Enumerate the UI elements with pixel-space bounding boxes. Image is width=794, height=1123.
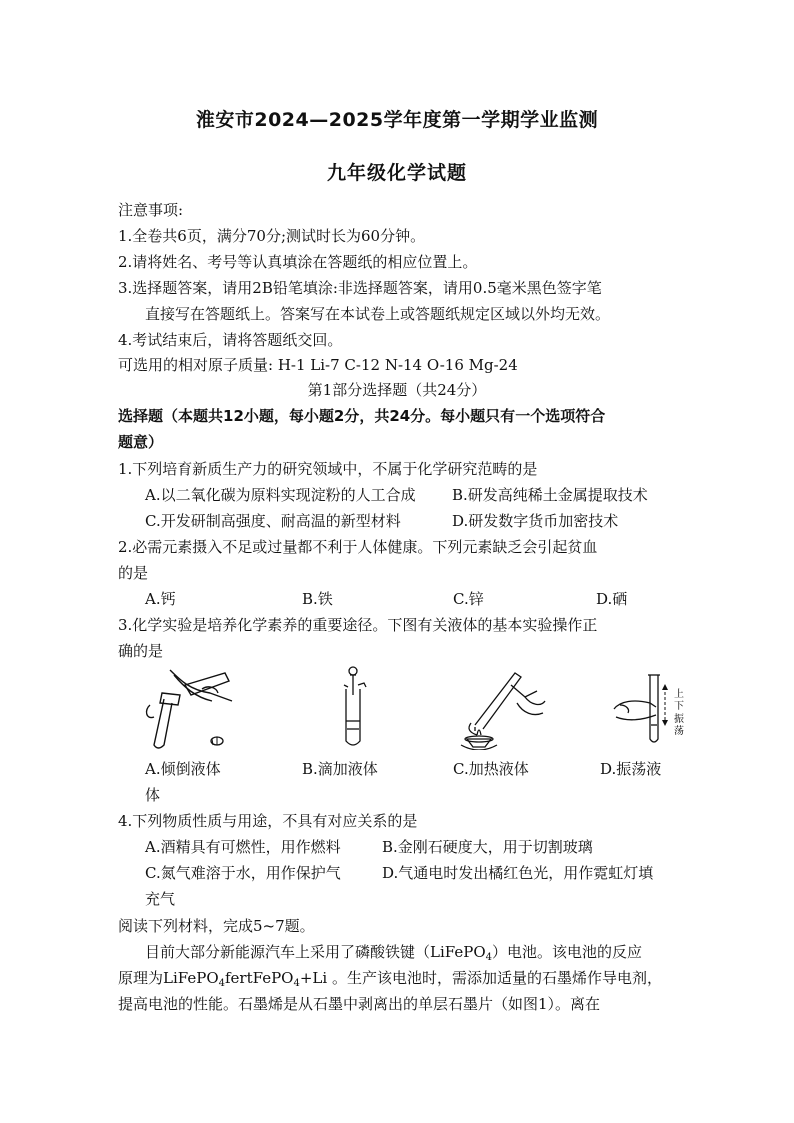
part1-instruction: 选择题（本题共12小题，每小题2分，共24分。每小题只有一个选项符合 (118, 407, 606, 425)
question-4-option-b: B.金刚石硬度大，用于切割玻璃 (382, 838, 593, 856)
note-item: 直接写在答题纸上。答案写在本试卷上或答题纸规定区域以外均无效。 (145, 305, 611, 323)
question-2-stem: 的是 (118, 564, 149, 582)
shaking-liquid-figure (610, 665, 690, 750)
stopper-icon (211, 737, 223, 745)
question-1-option-c: C.开发研制高强度、耐高温的新型材料 (145, 512, 401, 530)
pouring-liquid-figure (140, 665, 240, 750)
question-4-option-c: C.氮气难溶于水，用作保护气 (145, 864, 341, 882)
shake-label-up: 上 (674, 689, 684, 700)
reading-paragraph-line: 原理为LiFePO$_4$fertFePO$_4$+Li 。生产该电池时，需添加适量的石墨烯作导电剂， (118, 969, 662, 989)
question-2-option-d: D.硒 (596, 590, 628, 608)
note-item: 3.选择题答案，请用2B铅笔填涂:非选择题答案，请用0.5毫米黑色签字笔 (118, 279, 602, 297)
question-4-option-a: A.酒精具有可燃性，用作燃料 (145, 838, 341, 856)
shake-label-swing: 荡 (674, 726, 684, 737)
up-down-arrow-icon (662, 684, 668, 726)
reading-paragraph-line: 提高电池的性能。石墨烯是从石墨中剥离出的单层石墨片（如图1）。离在 (118, 995, 601, 1013)
question-2-option-a: A.钙 (145, 590, 176, 608)
reading-intro: 阅读下列材料，完成5~7题。 (118, 917, 315, 935)
part1-instruction: 题意） (118, 433, 164, 451)
heating-liquid-figure (455, 665, 550, 750)
note-item: 2.请将姓名、考号等认真填涂在答题纸的相应位置上。 (118, 253, 478, 271)
question-3-option-d-wrap: 体 (145, 786, 161, 804)
exam-subtitle: 九年级化学试题 (326, 162, 467, 184)
question-1-option-d: D.研发数字货币加密技术 (452, 512, 619, 530)
question-1-option-a: A.以二氧化碳为原料实现淀粉的人工合成 (145, 486, 416, 504)
question-4-option-d: D.气通电时发出橘红色光，用作霓虹灯填 (382, 864, 654, 882)
question-3-option-d: D.振荡液 (600, 760, 662, 778)
question-4-option-d-wrap: 充气 (145, 890, 176, 908)
reading-paragraph-line: 目前大部分新能源汽车上采用了磷酸铁键（LiFePO$_4$）电池。该电池的反应 (145, 943, 643, 963)
question-1-option-b: B.研发高纯稀土金属提取技术 (452, 486, 648, 504)
question-2-stem: 2.必需元素摄入不足或过量都不利于人体健康。下列元素缺乏会引起贫血 (118, 538, 598, 556)
shake-label-down: 下 (674, 701, 684, 712)
shake-label-shake: 振 (674, 714, 684, 725)
part1-heading: 第1部分选择题（共24分） (307, 381, 487, 399)
question-4-stem: 4.下列物质性质与用途，不具有对应关系的是 (118, 812, 418, 830)
question-3-option-a: A.倾倒液体 (145, 760, 221, 778)
question-3-stem: 确的是 (118, 642, 164, 660)
exam-title: 淮安市2024—2025学年度第一学期学业监测 (195, 109, 599, 131)
note-item: 1.全卷共6页，满分70分;测试时长为60分钟。 (118, 227, 426, 245)
question-3-option-b: B.滴加液体 (302, 760, 378, 778)
question-2-option-b: B.铁 (302, 590, 333, 608)
dropping-liquid-figure (330, 665, 380, 750)
question-3-option-c: C.加热液体 (453, 760, 529, 778)
note-item: 4.考试结束后，请将答题纸交回。 (118, 331, 343, 349)
question-2-option-c: C.锌 (453, 590, 484, 608)
notes-heading: 注意事项: (118, 201, 184, 219)
question-3-stem: 3.化学实验是培养化学素养的重要途径。下图有关液体的基本实验操作正 (118, 616, 598, 634)
question-1-stem: 1.下列培育新质生产力的研究领域中，不属于化学研究范畴的是 (118, 460, 538, 478)
atomic-masses: 可选用的相对原子质量: H-1 Li-7 C-12 N-14 O-16 Mg-24 (118, 356, 518, 374)
